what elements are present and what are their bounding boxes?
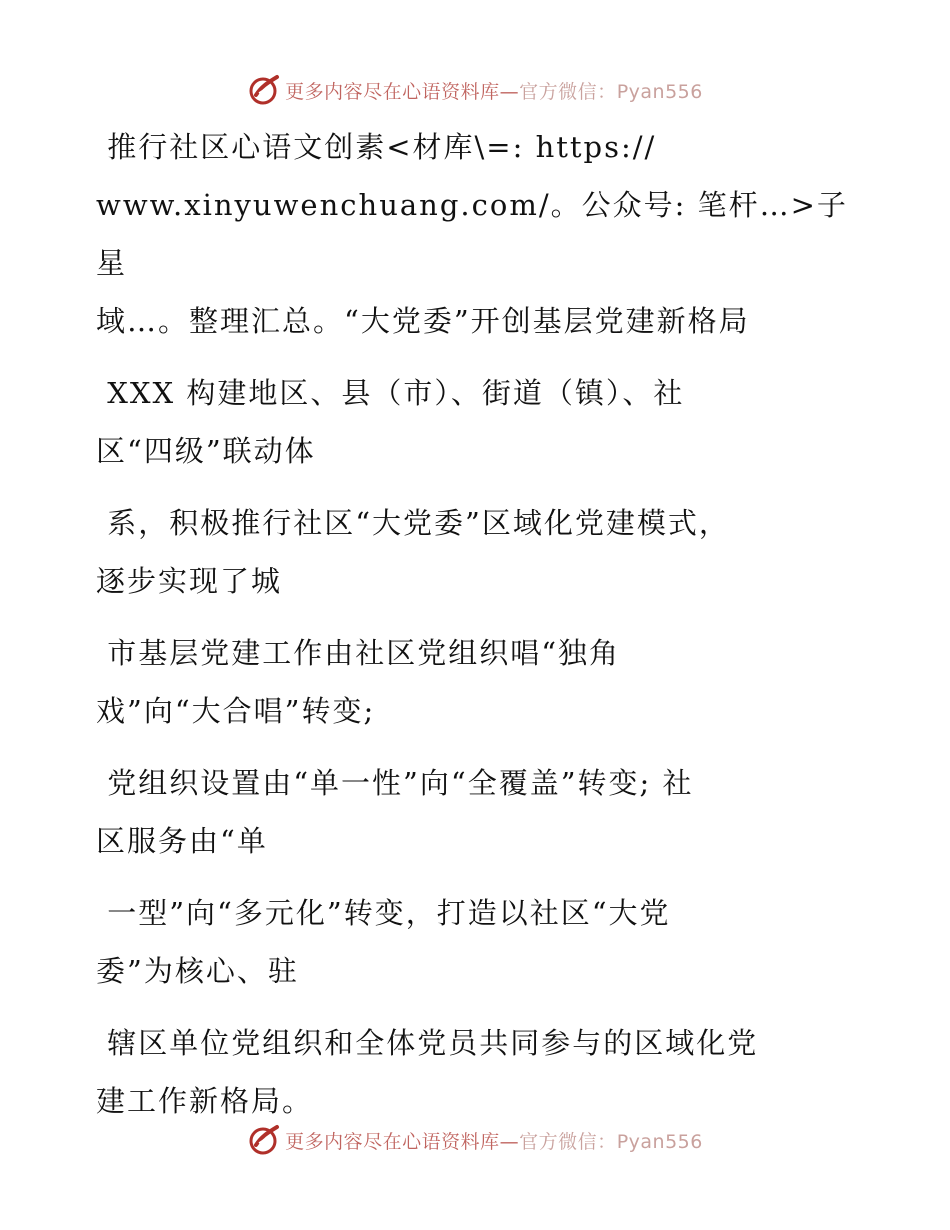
paragraph-5 xyxy=(96,754,876,870)
header-banner xyxy=(0,70,950,110)
footer-banner-text xyxy=(285,1127,703,1154)
paragraph-6-line-1: 一型”向“多元化”转变，打造以社区“大党 xyxy=(96,896,671,930)
paragraph-1-line-3: 域…。整理汇总。“大党委”开创基层党建新格局 xyxy=(96,304,750,338)
paragraph-5-line-2: 区服务由“单 xyxy=(96,824,268,858)
header-wechat-label: 官方微信： xyxy=(519,80,617,103)
paragraph-2 xyxy=(96,364,876,480)
paragraph-7-line-1: 辖区单位党组织和全体党员共同参与的区域化党 xyxy=(96,1026,759,1060)
brush-logo-icon xyxy=(247,73,281,107)
paragraph-1-line-2: www.xinyuwenchuang.com/。公众号: 笔杆…>子星 xyxy=(96,188,848,280)
footer-wechat-id: Pyan556 xyxy=(616,1130,703,1153)
paragraph-1-line-1: 推行社区心语文创素<材库\=: https:// xyxy=(96,130,657,164)
footer-wechat-label: 官方微信： xyxy=(519,1130,617,1153)
paragraph-1 xyxy=(96,118,876,350)
paragraph-3-line-2: 逐步实现了城 xyxy=(96,564,283,598)
paragraph-2-line-2: 区“四级”联动体 xyxy=(96,434,316,468)
paragraph-7 xyxy=(96,1014,876,1130)
paragraph-6 xyxy=(96,884,876,1000)
document-body xyxy=(96,118,876,1130)
header-wechat-id: Pyan556 xyxy=(616,80,703,103)
paragraph-4 xyxy=(96,624,876,740)
brush-logo-icon xyxy=(247,1123,281,1157)
paragraph-6-line-2: 委”为核心、驻 xyxy=(96,954,299,988)
paragraph-2-line-1: XXX 构建地区、县（市）、街道（镇）、社 xyxy=(96,376,685,410)
paragraph-4-line-1: 市基层党建工作由社区党组织唱“独角 xyxy=(96,636,621,670)
paragraph-3 xyxy=(96,494,876,610)
footer-site-name: 更多内容尽在心语资料库 xyxy=(285,1130,500,1153)
footer-banner xyxy=(0,1120,950,1160)
paragraph-4-line-2: 戏”向“大合唱”转变; xyxy=(96,694,376,728)
footer-dash: — xyxy=(499,1130,520,1153)
header-dash: — xyxy=(499,80,520,103)
paragraph-7-line-2: 建工作新格局。 xyxy=(96,1084,314,1118)
paragraph-3-line-1: 系，积极推行社区“大党委”区域化党建模式， xyxy=(96,506,730,540)
header-site-name: 更多内容尽在心语资料库 xyxy=(285,80,500,103)
header-banner-text xyxy=(285,77,703,104)
paragraph-5-line-1: 党组织设置由“单一性”向“全覆盖”转变; 社 xyxy=(96,766,694,800)
